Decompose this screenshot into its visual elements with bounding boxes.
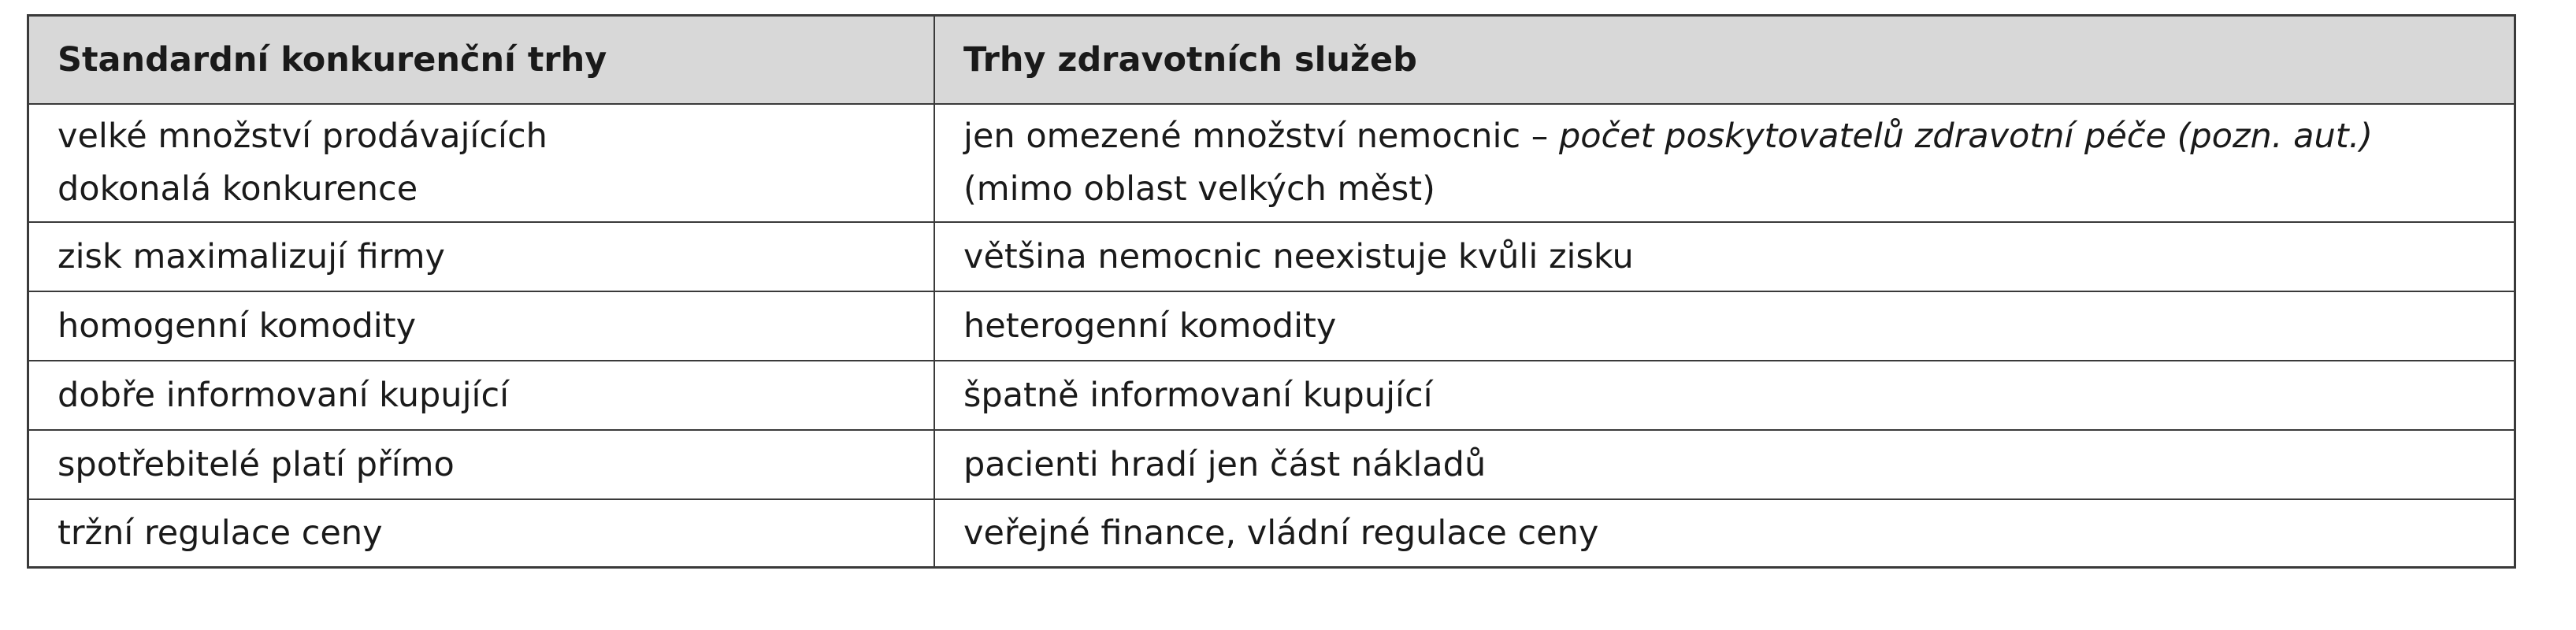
table-cell: většina nemocnic neexistuje kvůli zisku (963, 236, 1634, 276)
table-cell: tržní regulace ceny (29, 500, 935, 566)
table-cell: dobře informovaní kupující (29, 361, 935, 429)
cell-italic-note: počet poskytovatelů zdravotní péče (pozn. aut.) (1558, 117, 2374, 156)
table-cell: heterogenní komodity (963, 306, 1337, 346)
cell-text: (mimo oblast velkých měst) (963, 169, 1435, 209)
table-row (29, 103, 2514, 221)
table-cell: špatně informovaní kupující (963, 375, 1433, 415)
table-cell: pacienti hradí jen část nákladů (963, 444, 1487, 484)
table-row (29, 360, 2514, 429)
header-health-markets: Trhy zdravotních služeb (963, 39, 1417, 80)
table-header-row (29, 17, 2514, 103)
table-cell: spotřebitelé platí přímo (29, 431, 935, 498)
table-row (29, 221, 2514, 291)
table-cell: veřejné finance, vládní regulace ceny (963, 513, 1599, 553)
table-cell (935, 105, 2514, 221)
table-cell (29, 105, 935, 221)
table-row (29, 291, 2514, 360)
cell-line: dokonalá konkurence (58, 169, 418, 209)
comparison-table (27, 14, 2516, 569)
cell-text: jen omezené množství nemocnic – (963, 117, 1559, 156)
table-cell: zisk maximalizují firmy (29, 223, 935, 291)
table-cell: homogenní komodity (29, 292, 935, 360)
table-row (29, 498, 2514, 566)
header-standard-markets: Standardní konkurenční trhy (29, 17, 935, 103)
table-row (29, 429, 2514, 498)
cell-line: velké množství prodávajících (58, 117, 547, 156)
